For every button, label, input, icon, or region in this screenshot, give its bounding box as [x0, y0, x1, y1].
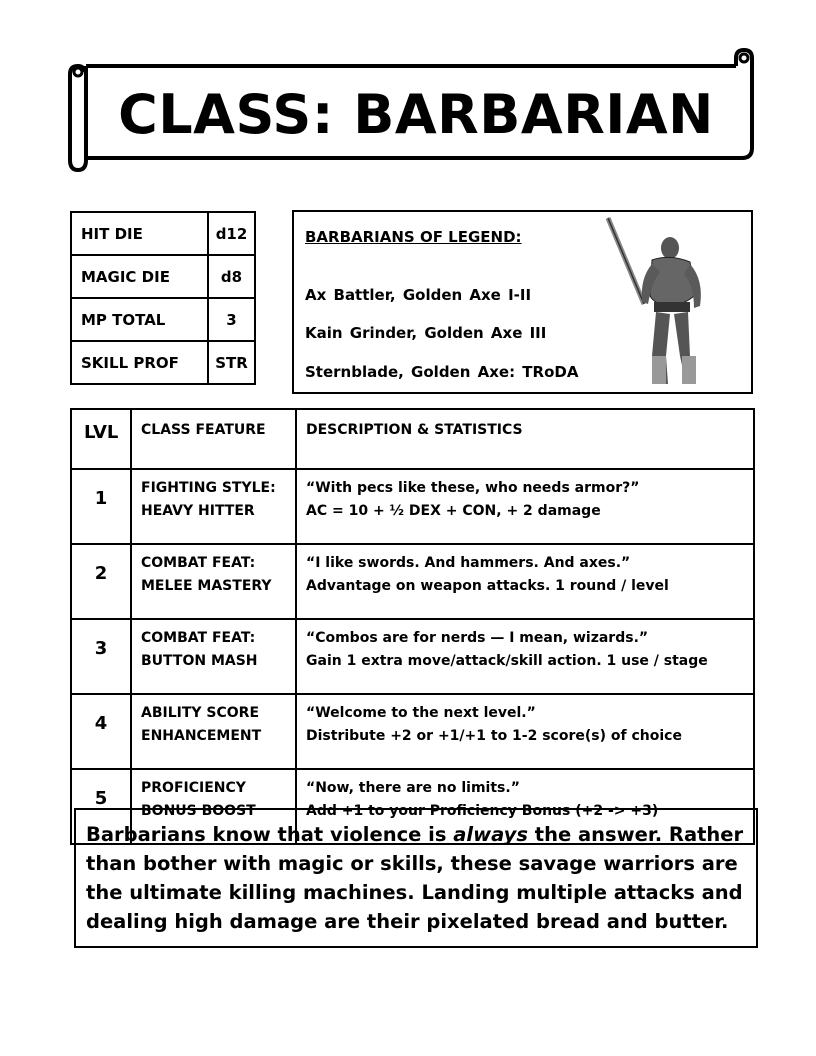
stat-label: MP TOTAL	[71, 298, 208, 341]
header-description: DESCRIPTION & STATISTICS	[296, 409, 754, 469]
feature-stats: AC = 10 + ½ DEX + CON, + 2 damage	[306, 503, 601, 519]
feature-cell	[131, 619, 296, 694]
feature-cell	[131, 544, 296, 619]
stat-row	[71, 298, 255, 341]
stat-label: MAGIC DIE	[71, 255, 208, 298]
feature-stats: Gain 1 extra move/attack/skill action. 1 use / stage	[306, 653, 708, 669]
feature-line-2: ENHANCEMENT	[141, 728, 262, 744]
feature-cell	[131, 694, 296, 769]
feature-stats: Add +1 to your Proficiency Bonus (+2 -> +3)	[306, 803, 659, 819]
description-cell	[296, 544, 754, 619]
feature-quote: “Combos are for nerds — I mean, wizards.”	[306, 630, 649, 646]
summary-text-end: the answer. Rather than bother with magic or skills, these savage warriors are the ultimate killing machines. Landing multiple attacks and dealing high damage are their pixelated bread and butter.	[86, 823, 744, 933]
stats-table	[70, 211, 256, 385]
stat-label: HIT DIE	[71, 212, 208, 255]
legends-box	[292, 210, 753, 394]
table-row	[71, 619, 754, 694]
barbarian-figure-icon	[600, 216, 720, 390]
description-cell	[296, 619, 754, 694]
header-level: LVL	[71, 409, 131, 469]
feature-line-1: ABILITY SCORE	[141, 705, 260, 721]
stat-value: STR	[208, 341, 255, 384]
feature-line-1: COMBAT FEAT:	[141, 555, 256, 571]
description-cell	[296, 694, 754, 769]
stat-label: SKILL PROF	[71, 341, 208, 384]
legend-item: Ax Battler, Golden Axe I-II	[305, 286, 532, 304]
level-cell: 2	[71, 544, 131, 619]
legend-item: Sternblade, Golden Axe: TRoDA	[305, 363, 579, 381]
stat-value: 3	[208, 298, 255, 341]
feature-stats: Advantage on weapon attacks. 1 round / level	[306, 578, 669, 594]
class-features-table	[70, 408, 755, 845]
feature-quote: “Now, there are no limits.”	[306, 780, 520, 796]
table-row	[71, 469, 754, 544]
stat-row	[71, 341, 255, 384]
level-cell: 1	[71, 469, 131, 544]
feature-line-1: COMBAT FEAT:	[141, 630, 256, 646]
feature-quote: “Welcome to the next level.”	[306, 705, 536, 721]
class-summary	[74, 808, 758, 948]
table-row	[71, 694, 754, 769]
table-header-row	[71, 409, 754, 469]
level-cell: 4	[71, 694, 131, 769]
stat-row	[71, 212, 255, 255]
feature-line-2: BONUS BOOST	[141, 803, 256, 819]
feature-quote: “With pecs like these, who needs armor?”	[306, 480, 640, 496]
page-title: CLASS: BARBARIAN	[118, 82, 714, 146]
feature-stats: Distribute +2 or +1/+1 to 1-2 score(s) of choice	[306, 728, 682, 744]
stat-value: d8	[208, 255, 255, 298]
feature-cell	[131, 469, 296, 544]
level-cell: 5	[71, 769, 131, 844]
feature-line-1: PROFICIENCY	[141, 780, 246, 796]
feature-quote: “I like swords. And hammers. And axes.”	[306, 555, 631, 571]
feature-line-2: BUTTON MASH	[141, 653, 258, 669]
feature-line-2: HEAVY HITTER	[141, 503, 255, 519]
summary-emphasis: always	[453, 823, 528, 846]
stat-row	[71, 255, 255, 298]
feature-line-1: FIGHTING STYLE:	[141, 480, 276, 496]
level-cell: 3	[71, 619, 131, 694]
summary-text-start: Barbarians know that violence is	[86, 823, 454, 846]
header-feature: CLASS FEATURE	[131, 409, 296, 469]
description-cell	[296, 469, 754, 544]
legends-heading: BARBARIANS OF LEGEND:	[305, 228, 522, 246]
stat-value: d12	[208, 212, 255, 255]
legend-item: Kain Grinder, Golden Axe III	[305, 324, 547, 342]
feature-line-2: MELEE MASTERY	[141, 578, 272, 594]
table-row	[71, 544, 754, 619]
